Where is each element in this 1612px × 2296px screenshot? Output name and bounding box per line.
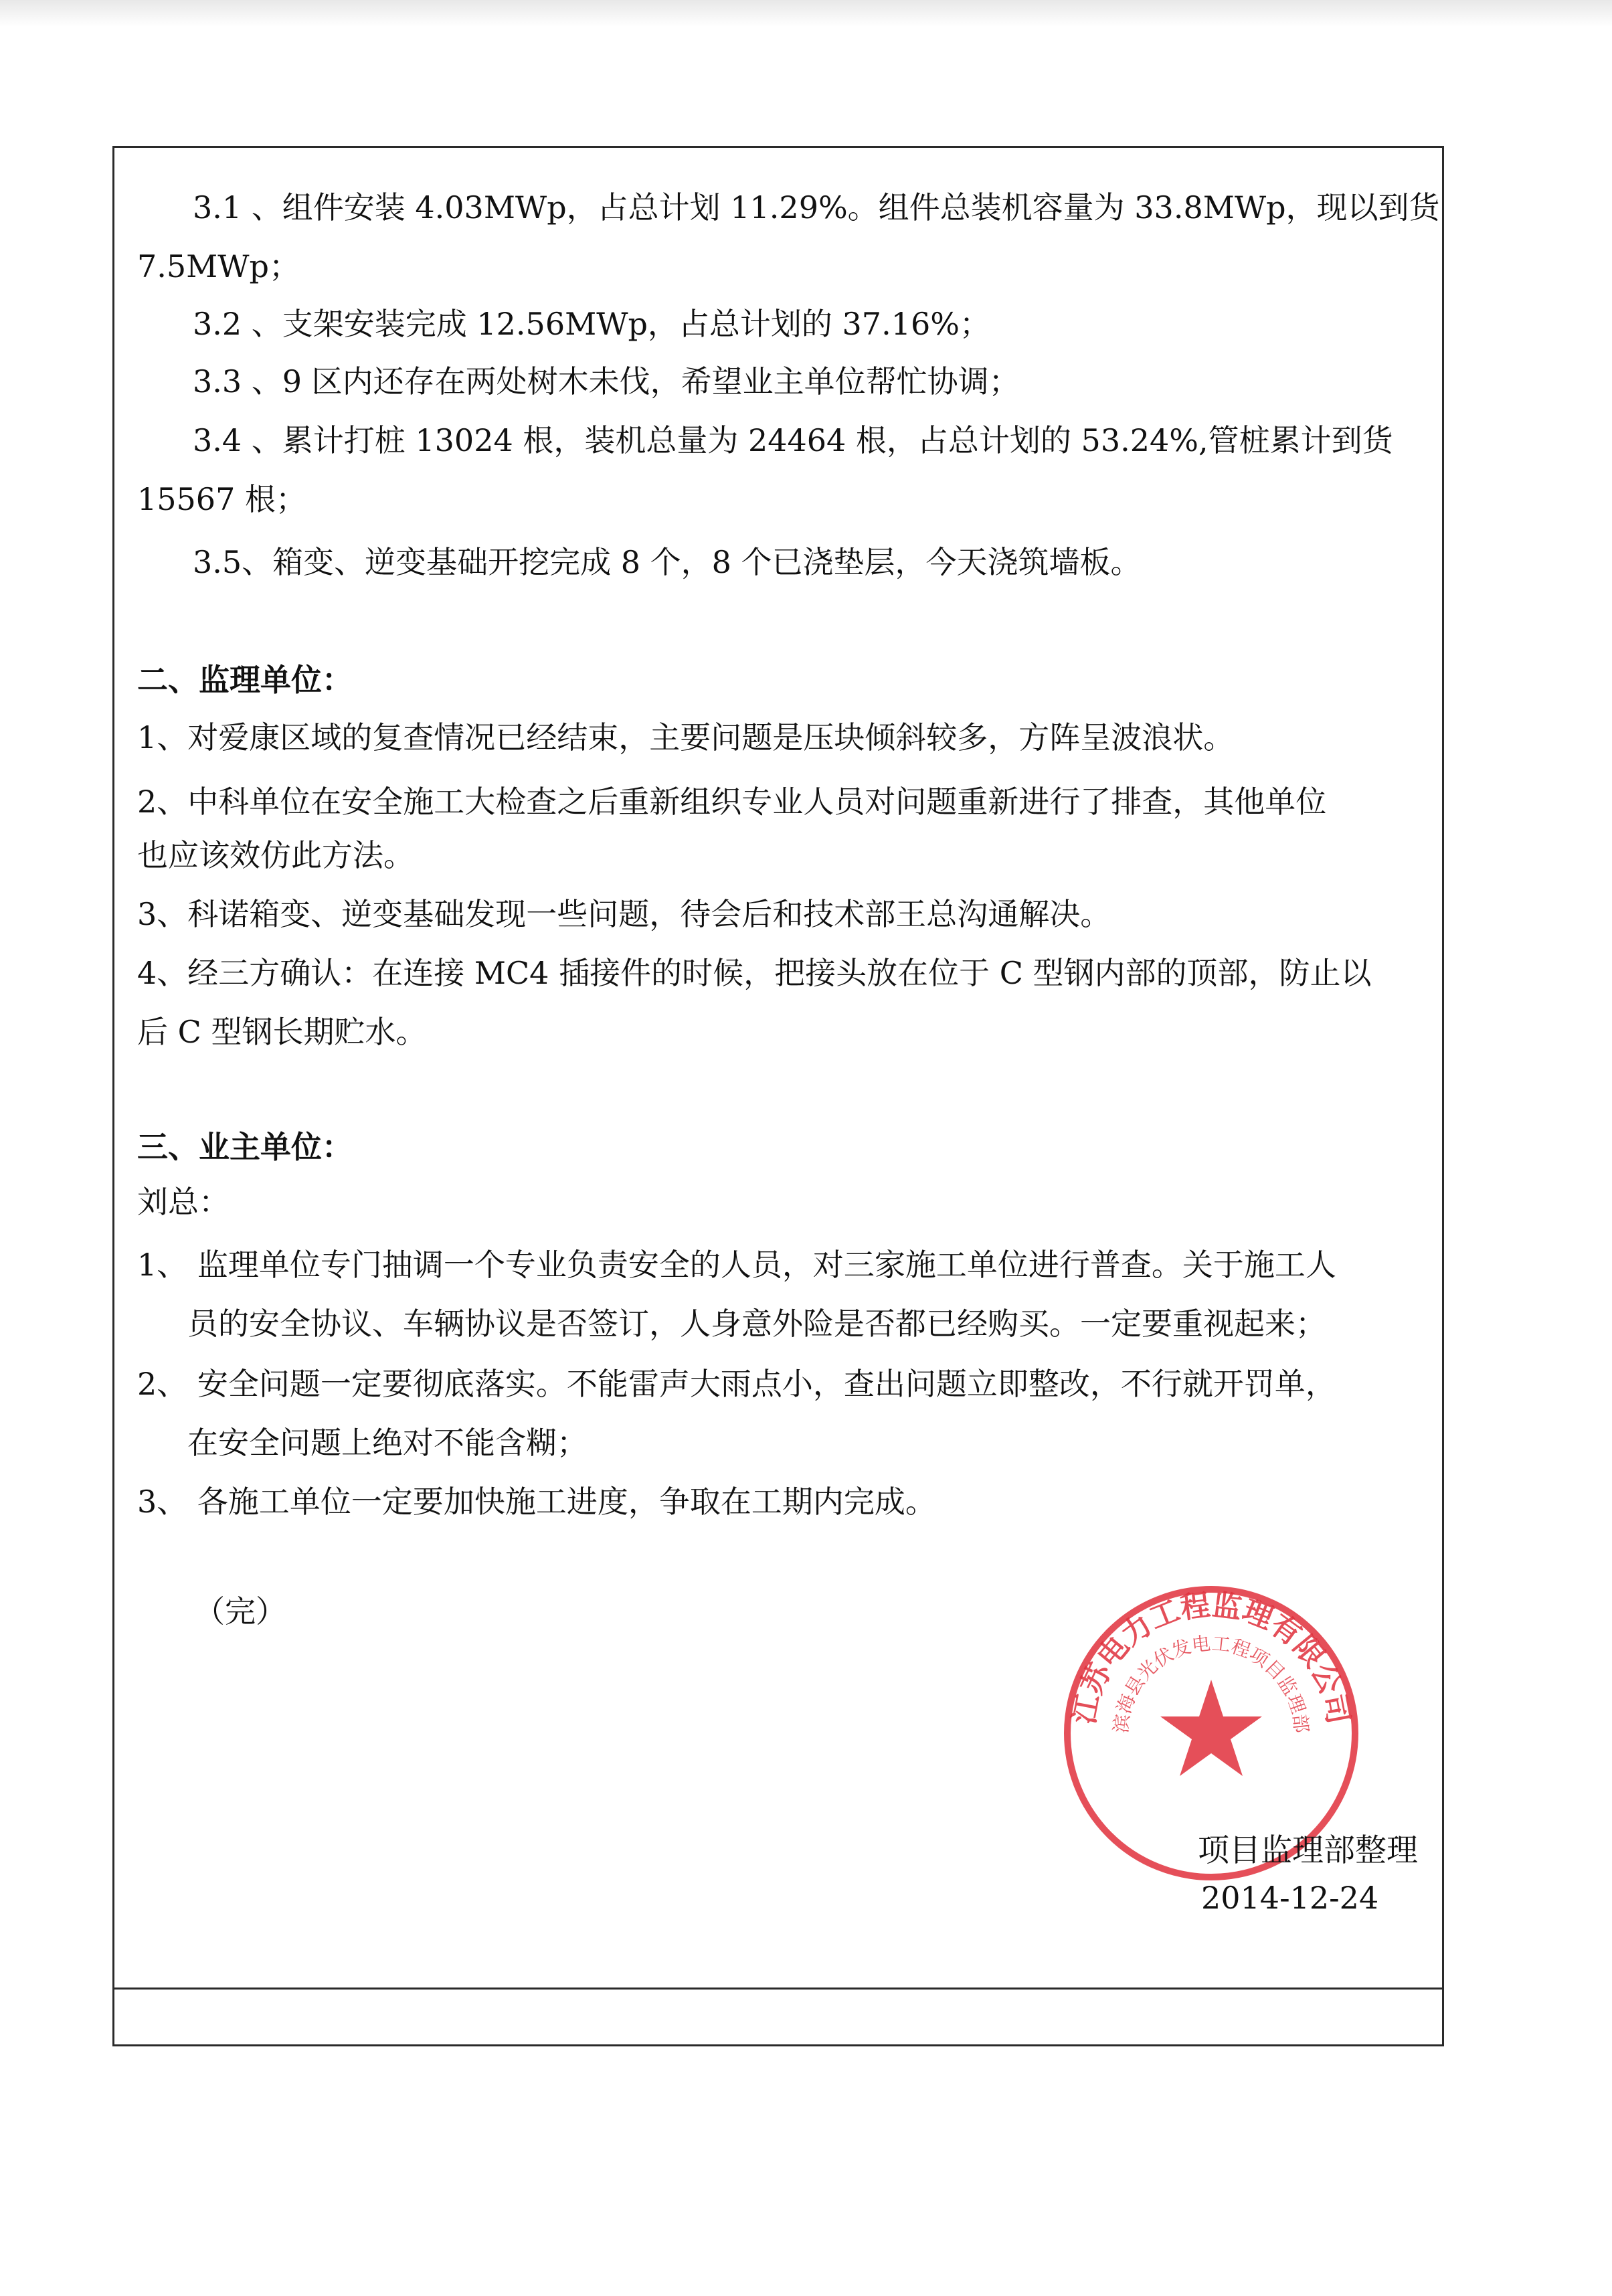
section2-item-4-line2: 后 C 型钢长期贮水。 — [137, 1014, 427, 1050]
section2-heading: 二、监理单位： — [137, 662, 353, 698]
section3-item-1-line1: 1、 监理单位专门抽调一个专业负责安全的人员，对三家施工单位进行普查。关于施工人 — [137, 1247, 1336, 1283]
item-3-5: 3.5、箱变、逆变基础开挖完成 8 个，8 个已浇垫层，今天浇筑墙板。 — [193, 544, 1142, 580]
seal-inner-text: 滨海县光伏发电工程项目监理部 — [1109, 1632, 1313, 1735]
section2-item-4-line1: 4、经三方确认：在连接 MC4 插接件的时候，把接头放在位于 C 型钢内部的顶部，防止以 — [137, 955, 1372, 991]
seal-star-icon — [1160, 1680, 1262, 1776]
item-3-4-line1: 3.4 、累计打桩 13024 根，装机总量为 24464 根，占总计划的 53.24%,管桩累计到货 — [193, 422, 1393, 458]
section3-item-1-line2: 员的安全协议、车辆协议是否签订，人身意外险是否都已经购买。一定要重视起来； — [187, 1306, 1326, 1342]
item-3-2: 3.2 、支架安装完成 12.56MWp，占总计划的 37.16%； — [193, 306, 990, 342]
section2-item-2-line2: 也应该效仿此方法。 — [137, 837, 414, 873]
section3-item-2-line2: 在安全问题上绝对不能含糊； — [187, 1425, 588, 1461]
section3-heading: 三、业主单位： — [137, 1129, 353, 1165]
seal-outer-text: 江苏电力工程监理有限公司 — [1067, 1588, 1356, 1727]
scan-edge — [0, 0, 1612, 27]
frame-divider — [112, 1988, 1444, 1990]
section3-item-3: 3、 各施工单位一定要加快施工进度，争取在工期内完成。 — [137, 1484, 936, 1520]
signature-date: 2014-12-24 — [1201, 1880, 1379, 1916]
section3-speaker: 刘总： — [137, 1184, 230, 1220]
item-3-4-line2: 15567 根； — [137, 481, 306, 517]
item-3-1-line1: 3.1 、组件安装 4.03MWp，占总计划 11.29%。组件总装机容量为 33.8MWp，现以到货 — [193, 189, 1440, 226]
item-3-3: 3.3 、9 区内还存在两处树木未伐，希望业主单位帮忙协调； — [193, 363, 1020, 400]
section2-item-1: 1、对爱康区域的复查情况已经结束，主要问题是压块倾斜较多，方阵呈波浪状。 — [137, 719, 1235, 756]
section2-item-3: 3、科诺箱变、逆变基础发现一些问题，待会后和技术部王总沟通解决。 — [137, 896, 1111, 932]
end-mark: （完） — [194, 1593, 286, 1629]
item-3-1-line2: 7.5MWp； — [137, 248, 300, 284]
signature-org: 项目监理部整理 — [1198, 1832, 1418, 1869]
section3-item-2-line1: 2、 安全问题一定要彻底落实。不能雷声大雨点小，查出问题立即整改，不行就开罚单， — [137, 1366, 1336, 1402]
section2-item-2-line1: 2、中科单位在安全施工大检查之后重新组织专业人员对问题重新进行了排查，其他单位 — [137, 784, 1327, 820]
